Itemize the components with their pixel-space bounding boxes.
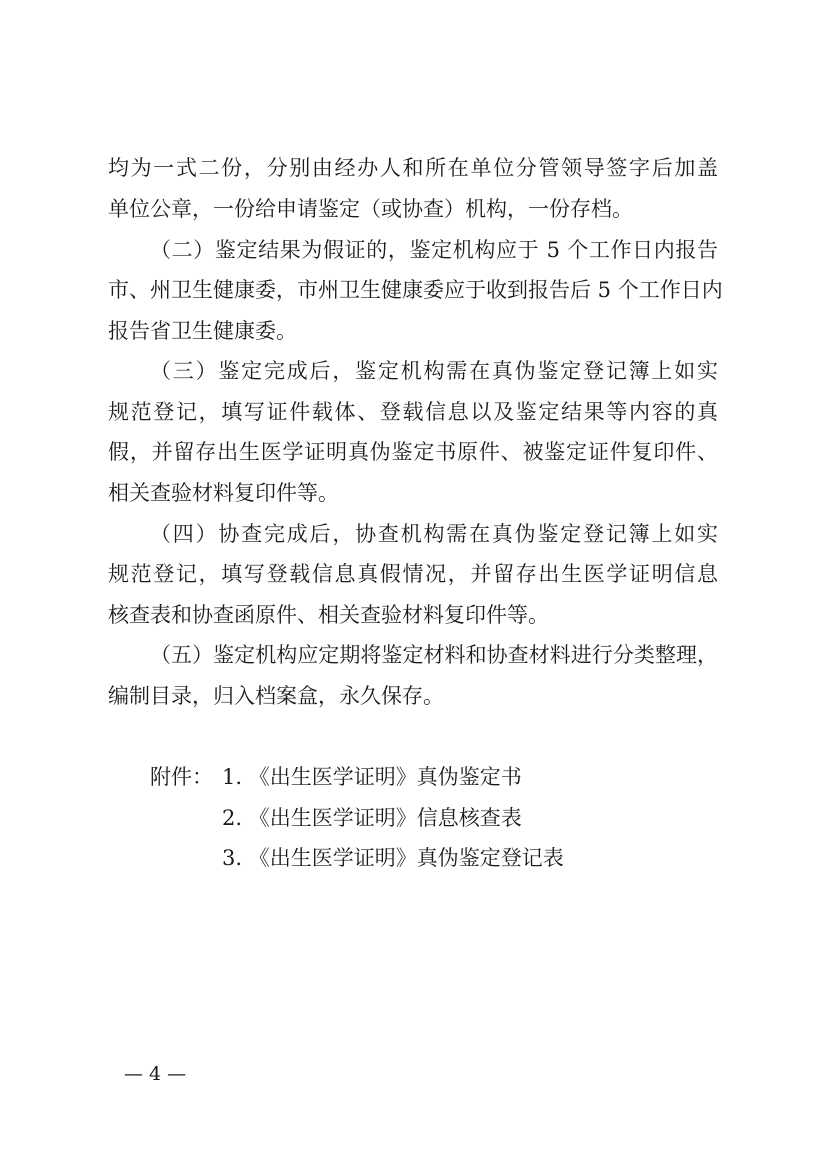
body-line-9: 相关查验材料复印件等。 [108,481,339,505]
body-line-11: 规范登记，填写登载信息真假情况，并留存出生医学证明信息 [108,562,718,586]
body-line-10: （四）协查完成后，协查机构需在真伪鉴定登记簿上如实 [150,522,718,546]
body-line-7: 规范登记，填写证件载体、登载信息以及鉴定结果等内容的真 [108,400,718,424]
attachments-label: 附件： [150,765,213,789]
body-line-14: 编制目录，归入档案盒，永久保存。 [108,684,444,708]
body-line-8: 假，并留存出生医学证明真伪鉴定书原件、被鉴定证件复印件、 [108,440,718,464]
attachment-item-3: 3. 《出生医学证明》真伪鉴定登记表 [222,846,564,870]
attachment-item-1: 1. 《出生医学证明》真伪鉴定书 [222,765,522,789]
body-line-13: （五）鉴定机构应定期将鉴定材料和协查材料进行分类整理， [150,643,718,667]
body-line-3: （二）鉴定结果为假证的，鉴定机构应于 5 个工作日内报告 [150,238,718,262]
body-line-1: 均为一式二份，分别由经办人和所在单位分管领导签字后加盖 [108,156,718,180]
body-line-12: 核查表和协查函原件、相关查验材料复印件等。 [108,603,549,627]
body-line-6: （三）鉴定完成后，鉴定机构需在真伪鉴定登记簿上如实 [150,359,718,383]
body-line-5: 报告省卫生健康委。 [108,319,297,343]
body-line-2: 单位公章，一份给申请鉴定（或协查）机构，一份存档。 [108,197,633,221]
page-number: — 4 — [124,1063,187,1085]
body-line-4: 市、州卫生健康委，市州卫生健康委应于收到报告后 5 个工作日内 [108,278,723,302]
attachment-item-2: 2. 《出生医学证明》信息核查表 [222,806,522,830]
